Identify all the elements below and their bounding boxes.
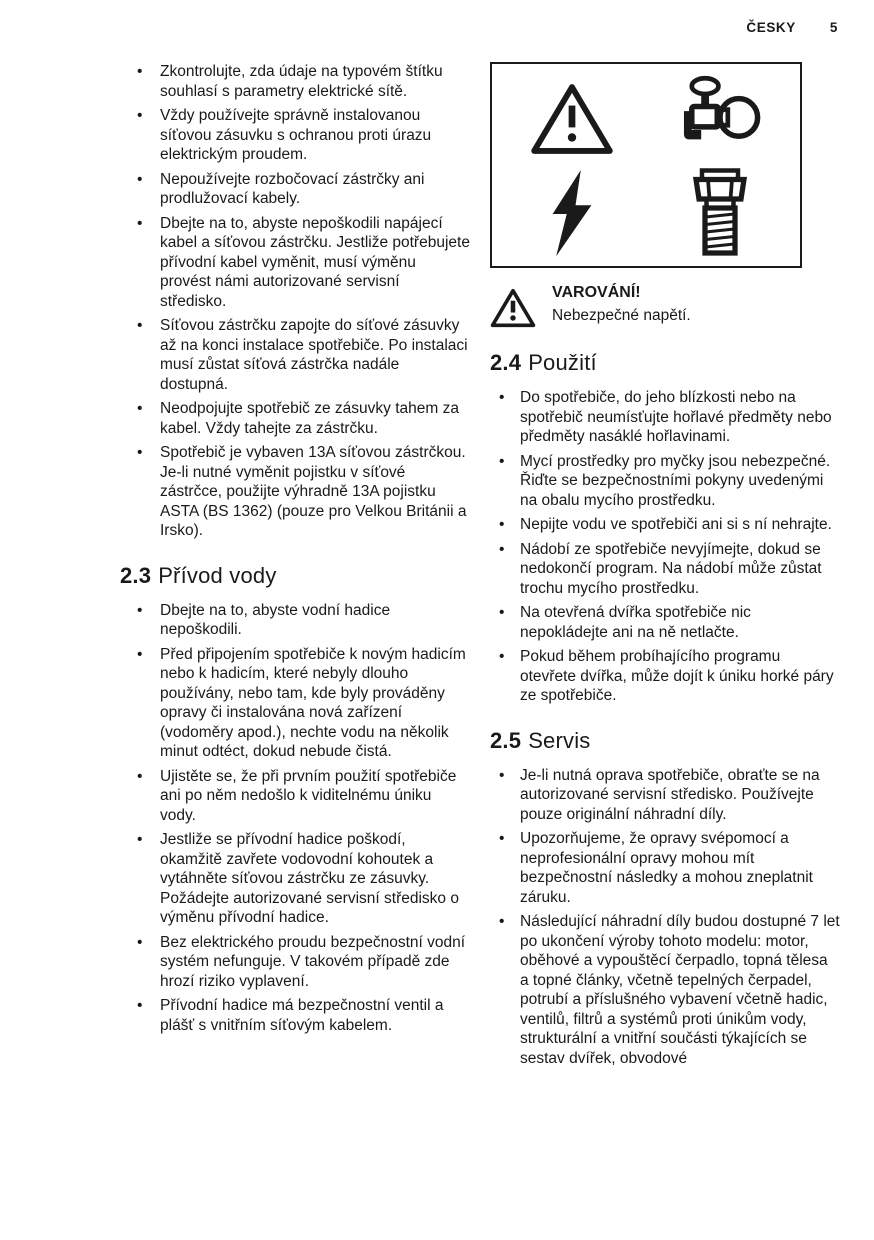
list-item: • Je-li nutná oprava spotřebiče, obraťte se na autorizované servisní středisko. Používejte pouze originální náhradní díly.	[490, 766, 840, 825]
section-heading-water-supply	[120, 563, 470, 589]
list-item: • Na otevřená dvířka spotřebiče nic nepokládejte ani na ně netlačte.	[490, 603, 840, 642]
list-item: • Do spotřebiče, do jeho blízkosti nebo na spotřebič neumísťujte hořlavé předměty nebo předměty nasáklé hořlavinami.	[490, 388, 840, 447]
list-item: • Následující náhradní díly budou dostupné 7 let po ukončení výroby tohoto modelu: motor, oběhové a vypouštěcí čerpadlo, topná tělesa a topné články, včetně tepelných čerpadel, potrubí a příslušného vybavení včetně hadic, ventilů, filtrů a systémů proti únikům vody, strukturální a vnitřní součásti týkajících se sestav dvířek, obvodové	[490, 912, 840, 1068]
list-item: • Bez elektrického proudu bezpečnostní vodní systém nefunguje. V takovém případě zde hrozí riziko vyplavení.	[120, 933, 470, 992]
list-item: • Spotřebič je vybaven 13A síťovou zástrčkou. Je-li nutné vyměnit pojistku v síťové zástrčce, použijte výhradně 13A pojistku ASTA (BS 1362) (pouze pro Velkou Británii a Irsko).	[120, 443, 470, 541]
list-item: • Ujistěte se, že při prvním použití spotřebiče ani po něm nedošlo k viditelnému úniku vody.	[120, 767, 470, 826]
list-item: • Vždy používejte správně instalovanou síťovou zásuvku s ochranou proti úrazu elektrickým proudem.	[120, 106, 470, 165]
page-header	[746, 20, 838, 35]
use-list	[490, 388, 840, 706]
page-content	[120, 62, 840, 1073]
section-title: Přívod vody	[158, 562, 277, 588]
warning-triangle-icon	[530, 82, 614, 156]
list-item: • Nepoužívejte rozbočovací zástrčky ani prodlužovací kabely.	[120, 170, 470, 209]
section-heading-use	[490, 350, 840, 376]
list-item: • Dbejte na to, abyste nepoškodili napájecí kabel a síťovou zástrčku. Jestliže potřebujete přívodní kabel vyměnit, musí výměnu provést námi autorizované servisní středisko.	[120, 214, 470, 312]
list-item: • Dbejte na to, abyste vodní hadice nepoškodili.	[120, 601, 470, 640]
right-column	[490, 62, 840, 1073]
section-number: 2.5	[490, 727, 522, 753]
water-supply-list	[120, 601, 470, 1036]
warning-note	[490, 284, 840, 328]
section-title: Použití	[528, 350, 597, 375]
list-item: • Mycí prostředky pro myčky jsou nebezpečné. Řiďte se bezpečnostními pokyny uvedenými na obalu mycího prostředku.	[490, 452, 840, 511]
list-item: • Jestliže se přívodní hadice poškodí, okamžitě zavřete vodovodní kohoutek a vytáhněte síťovou zástrčku ze zásuvky. Požádejte autorizované servisní středisko o výměnu přívodní hadice.	[120, 830, 470, 928]
warning-title: VAROVÁNÍ!	[552, 284, 641, 301]
hose-connector-icon	[682, 166, 758, 262]
electrical-safety-list	[120, 62, 470, 541]
language-label: ČESKY	[746, 20, 796, 35]
section-heading-service	[490, 728, 840, 754]
list-item: • Neodpojujte spotřebič ze zásuvky tahem za kabel. Vždy tahejte za zástrčku.	[120, 399, 470, 438]
list-item: • Nádobí ze spotřebiče nevyjímejte, dokud se nedokončí program. Na nádobí může zůstat trochu mycího prostředku.	[490, 540, 840, 599]
page-number: 5	[829, 20, 838, 35]
warning-triangle-icon	[490, 288, 536, 328]
list-item: • Zkontrolujte, zda údaje na typovém štítku souhlasí s parametry elektrické sítě.	[120, 62, 470, 101]
warning-body: Nebezpečné napětí.	[552, 307, 691, 324]
list-item: • Pokud během probíhajícího programu otevřete dvířka, může dojít k úniku horké páry ze spotřebiče.	[490, 647, 840, 706]
water-tap-icon	[673, 72, 767, 166]
hazard-icons-box	[490, 62, 802, 268]
left-column	[120, 62, 470, 1073]
warning-text-block	[552, 284, 691, 326]
section-number: 2.3	[120, 562, 152, 588]
section-title: Servis	[528, 727, 591, 753]
list-item: • Síťovou zástrčku zapojte do síťové zásuvky až na konci instalace spotřebiče. Po instalaci musí zůstat síťová zástrčka nadále dostupná.	[120, 316, 470, 394]
service-list	[490, 766, 840, 1069]
list-item: • Upozorňujeme, že opravy svépomocí a neprofesionální opravy mohou mít bezpečnostní následky a mohou zneplatnit záruku.	[490, 829, 840, 907]
list-item: • Nepijte vodu ve spotřebiči ani si s ní nehrajte.	[490, 515, 840, 535]
high-voltage-icon	[544, 170, 600, 258]
section-number: 2.4	[490, 350, 522, 375]
list-item: • Před připojením spotřebiče k novým hadicím nebo k hadicím, které nebyly dlouho používány, nebo tam, kde byly prováděny opravy či instalována nová zařízení (vodoměry apod.), nechte vodu na několik minut odtéct, dokud nebude čistá.	[120, 645, 470, 762]
list-item: • Přívodní hadice má bezpečnostní ventil a plášť s vnitřním síťovým kabelem.	[120, 996, 470, 1035]
